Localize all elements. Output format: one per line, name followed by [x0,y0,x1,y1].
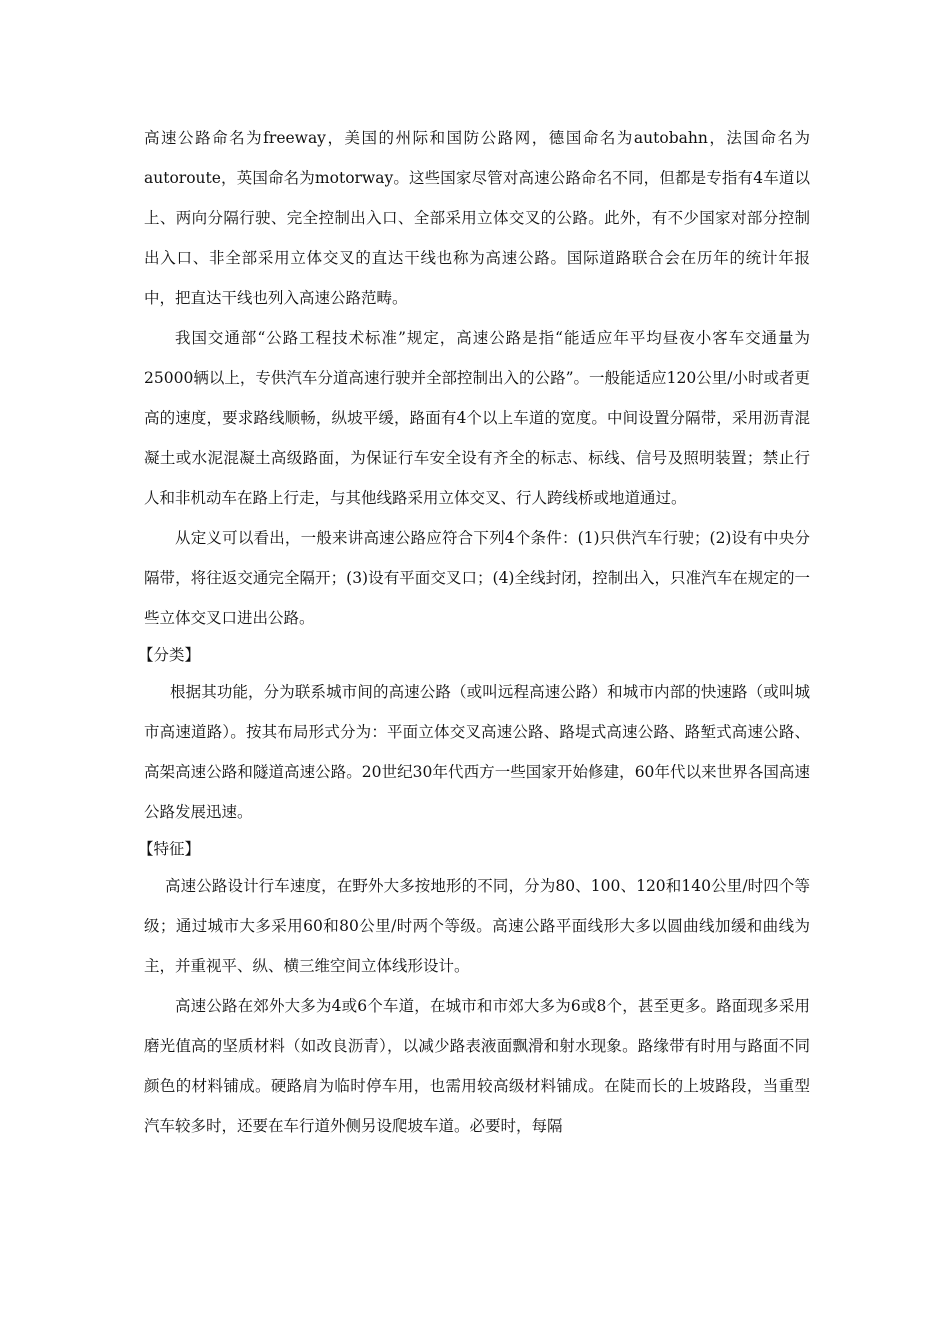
paragraph-conditions: 从定义可以看出，一般来讲高速公路应符合下列4个条件：(1)只供汽车行驶；(2)设有中央分隔带，将往返交通完全隔开；(3)设有平面交叉口；(4)全线封闭，控制出入，只准汽车在规定的一些立体交叉口进出公路。 [144,529,810,627]
paragraph-features-lanes: 高速公路在郊外大多为4或6个车道，在城市和市郊大多为6或8个，甚至更多。路面现多采用磨光值高的坚质材料（如改良沥青），以减少路表液面飘滑和射水现象。路缘带有时用与路面不同颜色的材料铺成。硬路肩为临时停车用，也需用较高级材料铺成。在陡而长的上坡路段，当重型汽车较多时，还要在车行道外侧另设爬坡车道。必要时，每隔 [144,997,810,1135]
document-body [138,118,810,1146]
paragraph-classification: 根据其功能，分为联系城市间的高速公路（或叫远程高速公路）和城市内部的快速路（或叫城市高速道路）。按其布局形式分为：平面立体交叉高速公路、路堤式高速公路、路堑式高速公路、高架高速公路和隧道高速公路。20世纪30年代西方一些国家开始修建，60年代以来世界各国高速公路发展迅速。 [144,683,810,821]
section-heading-classification: 【分类】 [138,646,201,664]
paragraph-standard-definition: 我国交通部“公路工程技术标准”规定，高速公路是指“能适应年平均昼夜小客车交通量为25000辆以上，专供汽车分道高速行驶并全部控制出入的公路”。一般能适应120公里/小时或者更高的速度，要求路线顺畅，纵坡平缓，路面有4个以上车道的宽度。中间设置分隔带，采用沥青混凝土或水泥混凝土高级路面，为保证行车安全设有齐全的标志、标线、信号及照明装置；禁止行人和非机动车在路上行走，与其他线路采用立体交叉、行人跨线桥或地道通过。 [144,329,810,507]
section-heading-features: 【特征】 [138,840,201,858]
paragraph-naming: 高速公路命名为freeway，美国的州际和国防公路网，德国命名为autobahn，法国命名为autoroute，英国命名为motorway。这些国家尽管对高速公路命名不同，但都是专指有4车道以上、两向分隔行驶、完全控制出入口、全部采用立体交叉的公路。此外，有不少国家对部分控制出入口、非全部采用立体交叉的直达干线也称为高速公路。国际道路联合会在历年的统计年报中，把直达干线也列入高速公路范畴。 [144,129,810,307]
paragraph-features-speed: 高速公路设计行车速度，在野外大多按地形的不同，分为80、100、120和140公里/时四个等级；通过城市大多采用60和80公里/时两个等级。高速公路平面线形大多以圆曲线加缓和曲线为主，并重视平、纵、横三维空间立体线形设计。 [144,877,810,975]
